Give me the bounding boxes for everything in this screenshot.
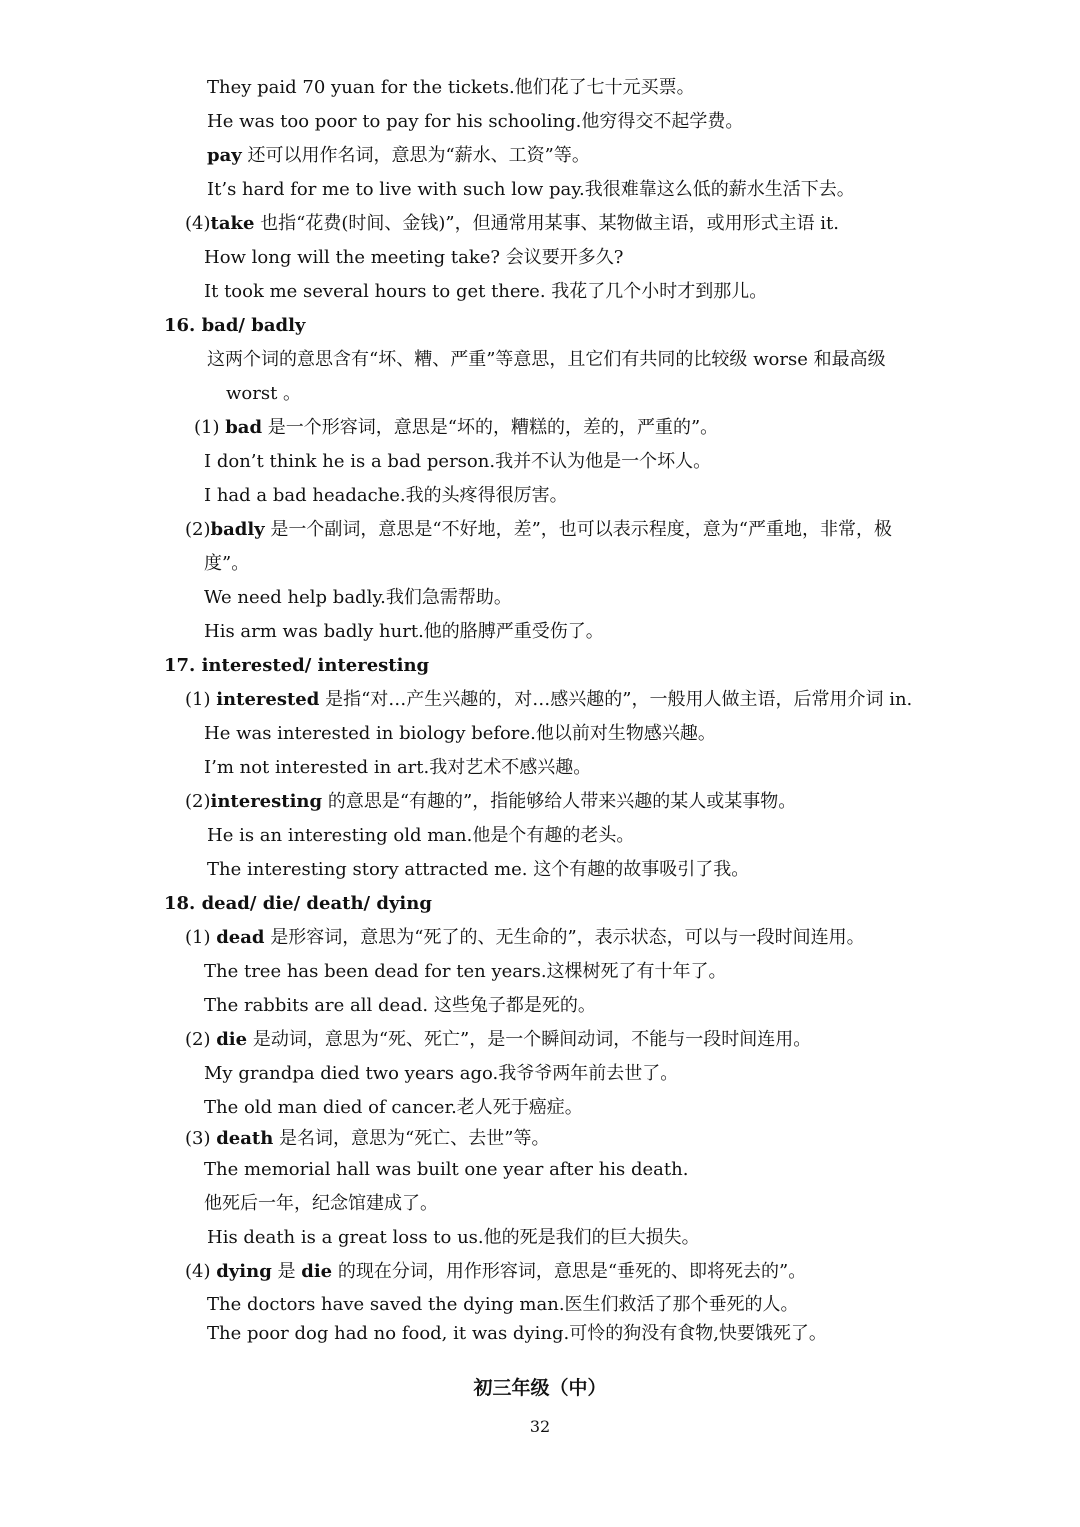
subpoint-interested: (1) interested 是指“对…产生兴趣的，对…感兴趣的”，一般用人做主语，后常用介词 in. — [185, 689, 913, 710]
example-sentence: He was interested in biology before.他以前对生物感兴趣。 — [204, 723, 716, 744]
example-sentence: How long will the meeting take? 会议要开多久? — [204, 247, 624, 268]
subpoint-death: (3) death 是名词，意思为“死亡、去世”等。 — [185, 1128, 550, 1149]
subpoint-dead: (1) dead 是形容词，意思为“死了的、无生命的”，表示状态，可以与一段时间连用。 — [185, 927, 865, 948]
example-sentence: His death is a great loss to us.他的死是我们的巨大损失。 — [207, 1227, 700, 1248]
subpoint-bad: (1) bad 是一个形容词，意思是“坏的，糟糕的，差的，严重的”。 — [194, 417, 719, 438]
example-sentence: His arm was badly hurt.他的胳膊严重受伤了。 — [204, 621, 604, 642]
example-sentence: I had a bad headache.我的头疼得很厉害。 — [204, 485, 568, 506]
example-sentence: The tree has been dead for ten years.这棵树死了有十年了。 — [204, 961, 727, 982]
example-sentence: The memorial hall was built one year after his death. — [204, 1159, 689, 1180]
footer-grade-title: 初三年级（中） — [473, 1377, 607, 1399]
example-sentence: It’s hard for me to live with such low pay.我很难靠这么低的薪水生活下去。 — [207, 179, 855, 200]
example-sentence: The old man died of cancer.老人死于癌症。 — [204, 1097, 583, 1118]
example-sentence: He was too poor to pay for his schooling.他穷得交不起学费。 — [207, 111, 744, 132]
example-sentence: It took me several hours to get there. 我花了几个小时才到那儿。 — [204, 281, 768, 302]
section-heading-18: 18. dead/ die/ death/ dying — [164, 893, 432, 914]
example-sentence: We need help badly.我们急需帮助。 — [204, 587, 512, 608]
subpoint-die: (2) die 是动词，意思为“死、死亡”，是一个瞬间动词，不能与一段时间连用。 — [185, 1029, 812, 1050]
example-sentence: He is an interesting old man.他是个有趣的老头。 — [207, 825, 635, 846]
section-heading-17: 17. interested/ interesting — [164, 655, 430, 676]
section-intro: 这两个词的意思含有“坏、糟、严重”等意思，且它们有共同的比较级 worse 和最高级 — [207, 349, 886, 370]
page-number: 32 — [529, 1417, 551, 1436]
example-sentence: My grandpa died two years ago.我爷爷两年前去世了。 — [204, 1063, 679, 1084]
subpoint-badly: (2)badly 是一个副词，意思是“不好地，差”，也可以表示程度，意为“严重地，非常，极 — [185, 519, 892, 540]
section-intro-cont: worst 。 — [226, 383, 302, 404]
example-sentence: They paid 70 yuan for the tickets.他们花了七十元买票。 — [207, 77, 695, 98]
section-heading-16: 16. bad/ badly — [164, 315, 306, 336]
example-sentence: The poor dog had no food, it was dying.可怜的狗没有食物,快要饿死了。 — [207, 1323, 827, 1344]
subpoint-interesting: (2)interesting 的意思是“有趣的”，指能够给人带来兴趣的某人或某事物。 — [185, 791, 797, 812]
example-sentence: The doctors have saved the dying man.医生们救活了那个垂死的人。 — [207, 1294, 799, 1315]
subpoint-dying: (4) dying 是 die 的现在分词，用作形容词，意思是“垂死的、即将死去的”。 — [185, 1261, 807, 1282]
example-sentence: The interesting story attracted me. 这个有趣的故事吸引了我。 — [207, 859, 750, 880]
example-sentence: I’m not interested in art.我对艺术不感兴趣。 — [204, 757, 592, 778]
subpoint-take: (4)take 也指“花费(时间、金钱)”，但通常用某事、某物做主语，或用形式主语 it. — [185, 213, 840, 234]
example-sentence: I don’t think he is a bad person.我并不认为他是一个坏人。 — [204, 451, 712, 472]
note-line: pay 还可以用作名词，意思为“薪水、工资”等。 — [207, 145, 590, 166]
example-sentence: The rabbits are all dead. 这些兔子都是死的。 — [204, 995, 596, 1016]
example-translation: 他死后一年，纪念馆建成了。 — [204, 1193, 438, 1214]
subpoint-badly-cont: 度”。 — [204, 553, 250, 574]
